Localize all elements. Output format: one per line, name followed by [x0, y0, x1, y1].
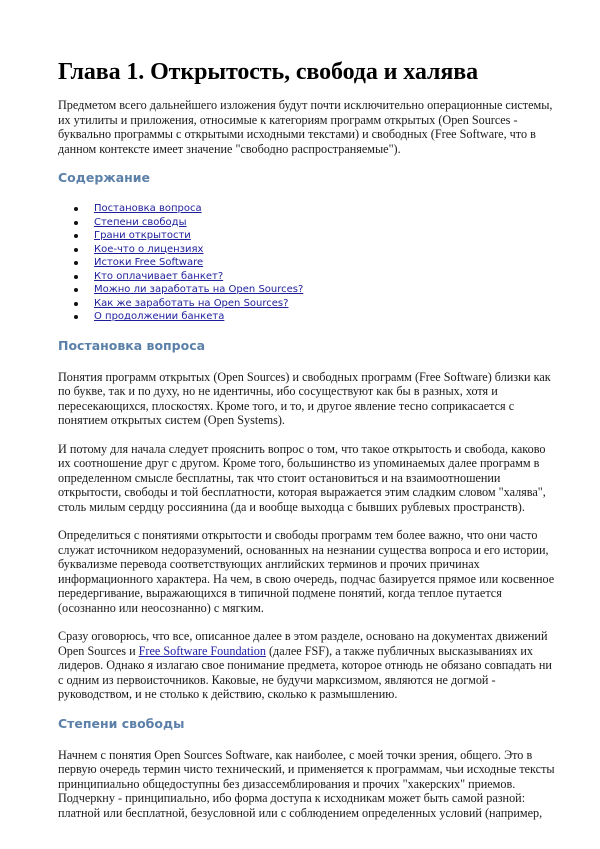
section-heading-stepeni: Степени свободы: [58, 715, 185, 731]
toc-link-kak-zhe-zarabotat[interactable]: Как же заработать на Open Sources?: [94, 297, 289, 309]
bullet-icon: [74, 302, 78, 306]
bullet-icon: [74, 288, 78, 292]
paragraph-text: Сразу оговорюсь, что все, описанное далее в этом разделе, основано на документах движений Open Sources и: [58, 629, 548, 658]
toc-item: [74, 229, 558, 243]
chapter-title: Глава 1. Открытость, свобода и халява: [58, 59, 478, 85]
bullet-icon: [74, 207, 78, 211]
toc-link-o-licenziyah[interactable]: Кое-что о лицензиях: [94, 243, 204, 255]
section-paragraph: Начнем с понятия Open Sources Software, как наиболее, с моей точки зрения, общего. Это в первую очередь термин чисто технический, и применяется к программам, чьи исходные тексты принципиально общедоступны без дизассемблирования и прочих "хакерских" приемов. Подчеркну - принципиально, ибо форма доступа к исходникам может быть самой разной: платной или бесплатной, безусловной или с соблюдением определенных условий (например,: [58, 747, 555, 820]
toc-item: [74, 202, 558, 216]
bullet-icon: [74, 248, 78, 252]
fsf-link[interactable]: Free Software Foundation: [138, 643, 266, 658]
toc-item: [74, 283, 558, 297]
section-heading-postanovka: Постановка вопроса: [58, 337, 206, 353]
toc-link-mozhno-li-zarabotat[interactable]: Можно ли заработать на Open Sources?: [94, 284, 304, 295]
bullet-icon: [74, 315, 78, 319]
section-paragraph-fsf: [58, 629, 558, 702]
toc-link-grani-otkrytosti[interactable]: Грани открытости: [94, 230, 191, 241]
paragraph-text: (далее FSF), а также публичных высказываниях их лидеров. Однако я излагаю свое понимание предмета, которое отнюдь не обязано совпадать ни с одним из первоисточников. Каковые, не будучи марксизмом, являются не догмой - руководством, и не столько к действию, сколько к размышлению.: [58, 643, 552, 701]
toc-item: [74, 216, 558, 230]
toc-link-istoki-free-software[interactable]: Истоки Free Software: [94, 257, 204, 268]
toc-link-stepeni-svobody[interactable]: Степени свободы: [94, 216, 187, 228]
section-paragraph: Понятия программ открытых (Open Sources) и свободных программ (Free Software) близки как по букве, так и по духу, но не идентичны, ибо сосуществуют как бы в разных, хотя и пересекающихся, плоскостях. Кроме того, и то, и другое явление тесно соприкасается с понятием открытых систем (Open Systems).: [58, 369, 551, 427]
section-paragraph: И потому для начала следует прояснить вопрос о том, что такое открытость и свобода, каково их соотношение друг с другом. Кроме того, большинство из упоминаемых далее программ в определенном смысле бесплатны, так что стоит остановиться и на взаимоотношении открытости, свободы и той бесплатности, которая выражается этим сладким словом "халява", столь милым сердцу россиянина (да и вообще выходца с бывших рублевых пространств).: [58, 441, 546, 514]
bullet-icon: [74, 221, 78, 225]
toc-item: [74, 297, 558, 311]
toc-link-o-prodolzhenii[interactable]: О продолжении банкета: [94, 311, 225, 322]
bullet-icon: [74, 234, 78, 238]
toc-item: [74, 256, 558, 270]
bullet-icon: [74, 261, 78, 265]
table-of-contents: [58, 202, 558, 324]
section-paragraph: Определиться с понятиями открытости и свободы программ тем более важно, что они часто служат источником недоразумений, основанных на незнании существа вопроса и его истории, буквализме перевода соответствующих английских терминов и прочих причинах информационного характера. На чем, в свою очередь, подчас базируется прямое или косвенное передергивание, выражающихся в типичной подмене понятий, когда теплое путается (осознанно или неосознанно) с мягким.: [58, 528, 555, 615]
toc-link-postanovka-voprosa[interactable]: Постановка вопроса: [94, 203, 202, 214]
document-page: [58, 58, 558, 834]
toc-item: [74, 243, 558, 257]
intro-paragraph: Предметом всего дальнейшего изложения будут почти исключительно операционные системы, их утилиты и приложения, относимые к категориям программ открытых (Open Sources - буквально программы с открытыми исходными текстами) и свободных (Free Software, что в данном контексте имеет значение "свободно распространяемые").: [58, 98, 553, 156]
toc-link-kto-oplachivaet[interactable]: Кто оплачивает банкет?: [94, 270, 224, 282]
bullet-icon: [74, 275, 78, 279]
toc-heading: Содержание: [58, 170, 151, 185]
toc-item: [74, 270, 558, 284]
toc-item: [74, 310, 558, 324]
